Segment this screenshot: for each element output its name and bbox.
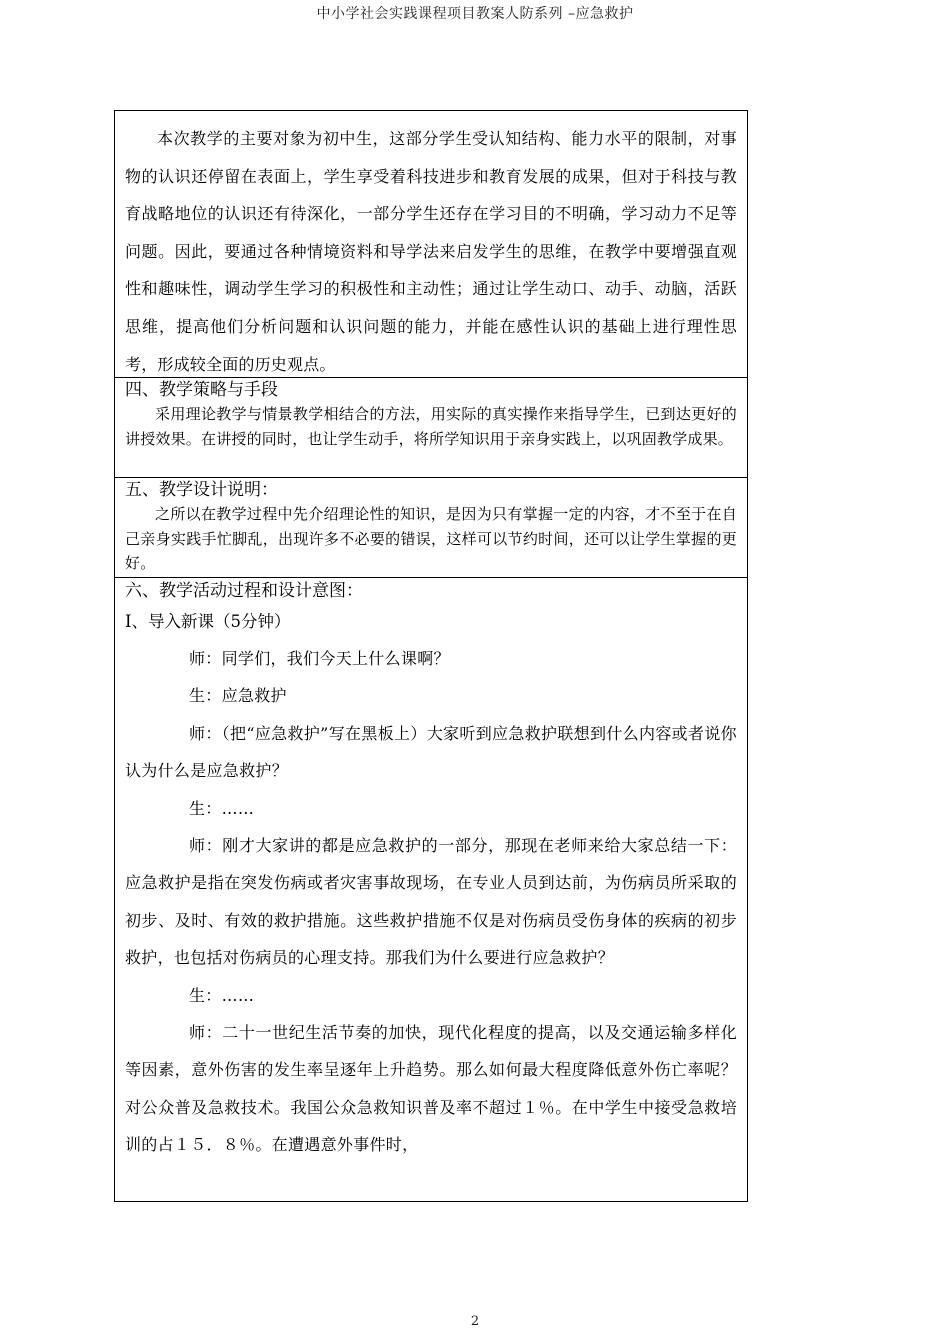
dialogue-line: 生：……	[189, 798, 255, 818]
strategy-cell	[115, 377, 747, 477]
lesson-plan-table	[114, 110, 748, 1202]
dialogue-line: 生：应急救护	[189, 686, 287, 706]
process-title: 六、教学活动过程和设计意图：	[125, 581, 363, 601]
dialogue-line: 师：同学们，我们今天上什么课啊？	[189, 649, 450, 668]
dialogue-line: 生：……	[189, 985, 255, 1005]
process-cell	[115, 577, 747, 1201]
dialogue-line: 师：刚才大家讲的都是应急救护的一部分，那现在老师来给大家总结一下：应急救护是指在突发伤病或者灾害事故现场，在专业人员到达前，为伤病员所采取的初步、及时、有效的救护措施。这些救护措施不仅是对伤病员受伤身体的疾病的初步救护，也包括对伤病员的心理支持。那我们为什么要进行应急救护？	[125, 836, 737, 968]
dialogue-line: 师：二十一世纪生活节奏的加快，现代化程度的提高，以及交通运输多样化等因素，意外伤害的发生率呈逐年上升趋势。那么如何最大程度降低意外伤亡率呢？对公众普及急救技术。我国公众急救知识普及率不超过１％。在中学生中接受急救培训的占１５．８％。在遭遇意外事件时，	[125, 1023, 737, 1155]
lesson-heading: Ⅰ、导入新课（5分钟）	[125, 612, 291, 631]
page-number: 2	[470, 1314, 480, 1329]
learner-analysis-cell	[115, 111, 747, 377]
design-note-title: 五、教学设计说明：	[125, 480, 278, 500]
learner-analysis-text: 本次教学的主要对象为初中生，这部分学生受认知结构、能力水平的限制，对事物的认识还停留在表面上，学生享受着科技进步和教育发展的成果，但对于科技与教育战略地位的认识还有待深化，一部分学生还存在学习目的不明确，学习动力不足等问题。因此，要通过各种情境资料和导学法来启发学生的思维，在教学中要增强直观性和趣味性，调动学生学习的积极性和主动性；通过让学生动口、动手、动脑，活跃思维，提高他们分析问题和认识问题的能力，并能在感性认识的基础上进行理性思考，形成较全面的历史观点。	[125, 129, 737, 374]
design-note-cell	[115, 477, 747, 577]
dialogue-line: 师：（把“应急救护”写在黑板上）大家听到应急救护联想到什么内容或者说你认为什么是应急救护？	[125, 723, 737, 781]
page-header: 中小学社会实践课程项目教案人防系列 –应急救护	[316, 6, 634, 22]
strategy-title: 四、教学策略与手段	[125, 380, 278, 400]
design-note-body: 之所以在教学过程中先介绍理论性的知识，是因为只有掌握一定的内容，才不至于在自己亲身实践手忙脚乱，出现许多不必要的错误，这样可以节约时间，还可以让学生掌握的更好。	[125, 505, 737, 572]
strategy-body: 采用理论教学与情景教学相结合的方法，用实际的真实操作来指导学生，已到达更好的讲授效果。在讲授的同时，也让学生动手，将所学知识用于亲身实践上，以巩固教学成果。	[125, 405, 737, 448]
